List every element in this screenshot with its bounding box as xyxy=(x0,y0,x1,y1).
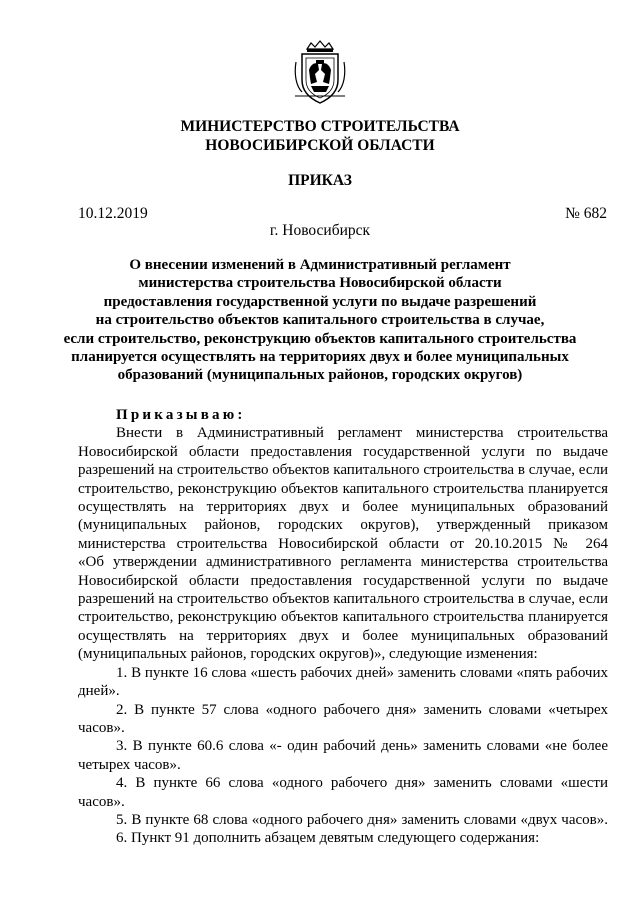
body-line: Внести в Административный регламент министерства строительства xyxy=(116,425,608,442)
title-line: министерства строительства Новосибирской области xyxy=(138,275,502,292)
document-title xyxy=(0,256,640,385)
body-line: министерства строительства Новосибирской области от 20.10.2015 № 264 xyxy=(78,535,608,552)
prikazyvayu-label xyxy=(78,406,608,424)
amendment-item-4: 4. В пункте 66 слова «одного рабочего дня» заменить словами «шести xyxy=(116,775,608,792)
amendment-item-2-cont: часов». xyxy=(78,719,125,736)
body-line: разрешений на строительство объектов капитального строительства в случае, если xyxy=(78,591,608,608)
coat-of-arms-emblem xyxy=(293,40,347,106)
body-line: (муниципальных районов, городских округов)», следующие изменения: xyxy=(78,646,538,663)
title-line: если строительство, реконструкцию объектов капитального строительства xyxy=(63,330,577,347)
amendment-item-6: 6. Пункт 91 дополнить абзацем девятым следующего содержания: xyxy=(116,830,540,847)
body-line: осуществлять на территориях двух и более муниципальных образований xyxy=(78,627,608,644)
prikazyvayu-text: Приказываю: xyxy=(116,407,246,423)
amendment-item-5: 5. В пункте 68 слова «одного рабочего дня» заменить словами «двух часов». xyxy=(116,811,608,828)
body-line: (муниципальных районов, городских округов), утвержденный приказом xyxy=(78,517,608,534)
title-line: образований (муниципальных районов, городских округов) xyxy=(117,367,523,384)
title-line: предоставления государственной услуги по выдаче разрешений xyxy=(103,293,537,310)
amendment-item-1: 1. В пункте 16 слова «шесть рабочих дней» заменить словами «пять рабочих xyxy=(116,664,608,681)
document-body xyxy=(78,406,608,848)
document-number: № 682 xyxy=(565,205,607,222)
body-line: Новосибирской области предоставления государственной услуги по выдаче xyxy=(78,572,608,589)
ministry-name-line-2: НОВОСИБИРСКОЙ ОБЛАСТИ xyxy=(205,137,435,154)
amendment-item-3: 3. В пункте 60.6 слова «- один рабочий день» заменить словами «не более xyxy=(116,738,608,755)
body-line: разрешений на строительство объектов капитального строительства в случае, если xyxy=(78,462,608,479)
document-date: 10.12.2019 xyxy=(78,205,148,222)
body-line: Новосибирской области предоставления государственной услуги по выдаче xyxy=(78,443,608,460)
document-type-heading: ПРИКАЗ xyxy=(288,172,352,189)
ministry-name-line-1: МИНИСТЕРСТВО СТРОИТЕЛЬСТВА xyxy=(180,118,460,135)
title-line: на строительство объектов капитального строительства в случае, xyxy=(95,312,545,329)
amendment-item-1-cont: дней». xyxy=(78,683,120,700)
amendment-item-4-cont: часов». xyxy=(78,793,125,810)
amendment-item-2: 2. В пункте 57 слова «одного рабочего дня» заменить словами «четырех xyxy=(116,701,608,718)
document-city: г. Новосибирск xyxy=(269,222,371,239)
body-line: «Об утверждении административного регламента министерства строительства xyxy=(78,554,608,571)
title-line: планируется осуществлять на территориях двух и более муниципальных xyxy=(71,349,569,366)
title-line: О внесении изменений в Административный регламент xyxy=(129,257,511,273)
body-line: строительство, реконструкцию объектов капитального строительства планируется xyxy=(78,609,608,626)
body-line: осуществлять на территориях двух и более муниципальных образований xyxy=(78,499,608,516)
body-line: строительство, реконструкцию объектов капитального строительства планируется xyxy=(78,480,608,497)
amendment-item-3-cont: четырех часов». xyxy=(78,756,181,773)
